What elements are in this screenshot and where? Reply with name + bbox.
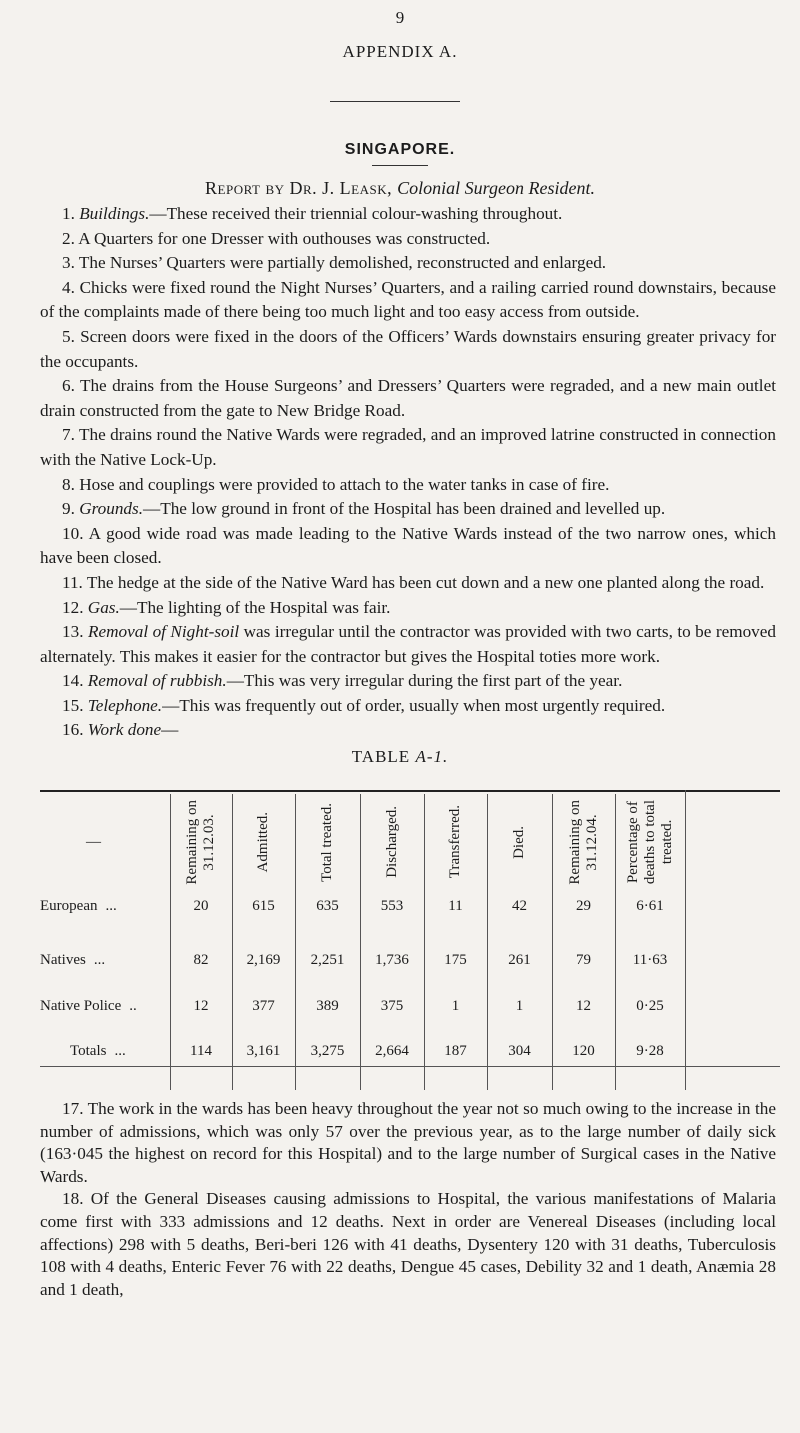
paragraph-5 — [40, 325, 776, 374]
paragraph-heading: Telephone. — [87, 695, 163, 715]
column-header-3 — [295, 796, 360, 888]
row-label-dots: ... — [105, 898, 117, 914]
paragraph-number: 10. — [62, 523, 89, 543]
paragraph-15 — [40, 694, 776, 719]
table-cell: 377 — [252, 998, 275, 1014]
page-number: 9 — [395, 8, 405, 27]
paragraph-text: The hedge at the side of the Native Ward has been cut down and a new one planted along the road. — [86, 572, 765, 592]
row-label-text: European — [40, 898, 98, 914]
paragraph-text: —This was frequently out of order, usually when most urgently required. — [162, 695, 666, 715]
report-byline — [0, 178, 800, 199]
table-title — [0, 747, 800, 767]
paragraph-number: 2. — [62, 228, 79, 248]
table-cell: 6·61 — [636, 898, 664, 914]
paragraph-number: 9. — [62, 499, 80, 519]
table-cell: 114 — [190, 1043, 212, 1059]
paragraph-number: 16. — [62, 720, 88, 740]
table-cell: 12 — [193, 998, 209, 1014]
paragraph-text: —These received their triennial colour-washing throughout. — [149, 204, 563, 223]
column-header-4 — [360, 796, 424, 888]
paragraph-18 — [40, 1188, 776, 1301]
paragraph-4 — [40, 276, 776, 325]
column-header-5 — [424, 796, 487, 888]
table-cell: 304 — [508, 1043, 531, 1059]
heading-rule — [372, 165, 428, 166]
row-label-dots: ... — [114, 1043, 126, 1059]
column-header-text: Transferred. — [447, 805, 463, 879]
row-label-text: Totals — [70, 1043, 107, 1059]
paragraph-number: 4. — [62, 277, 80, 297]
column-header-text: Died. — [511, 825, 527, 859]
table-cell: 9·28 — [636, 1043, 664, 1059]
paragraph-3 — [40, 251, 776, 276]
table-cell: 615 — [252, 898, 275, 914]
admissions-table — [40, 790, 780, 1090]
closing-paragraphs — [40, 1098, 776, 1301]
paragraph-text: Of the General Diseases causing admissions to Hospital, the various manifestations of Malaria come first with 333 admissions and 12 deaths. Next in order are Venereal Diseases (including local affections) 298 with 5 deaths, Beri-beri 126 with 41 deaths, Dysentery 120 with 31 deaths, Tuberculosis 108 with 4 deaths, Enteric Fever 76 with 22 deaths, Dengue 45 cases, Debility 32 and 1 death, Anæmia 28 and 1 death, — [40, 1189, 776, 1299]
table-cell: 11·63 — [632, 952, 668, 968]
table-cell: 187 — [444, 1043, 467, 1059]
column-header-7 — [552, 796, 615, 888]
column-divider — [685, 790, 686, 1090]
paragraph-text: The Nurses’ Quarters were partially demolished, reconstructed and enlarged. — [78, 253, 607, 273]
paragraph-8 — [40, 473, 776, 498]
table-cell: 29 — [576, 898, 591, 914]
table-cell: 2,251 — [310, 952, 345, 968]
row-label-text: Native Police — [40, 998, 122, 1014]
row-label-european — [40, 898, 117, 915]
row-label-dots: .. — [129, 998, 137, 1014]
column-header-2 — [232, 796, 295, 888]
paragraph-16 — [40, 718, 776, 743]
paragraph-11 — [40, 571, 776, 596]
table-cell: 1,736 — [375, 952, 409, 968]
row-label-dots: ... — [93, 952, 106, 968]
paragraph-heading: Grounds. — [79, 499, 144, 519]
table-cell: 3,275 — [310, 1043, 345, 1059]
table-cell: 11 — [448, 898, 463, 914]
paragraph-text: Hose and couplings were provided to attach to the water tanks in case of fire. — [79, 474, 610, 494]
table-title-number: A-1. — [415, 747, 449, 766]
paragraph-number: 5. — [62, 326, 81, 346]
table-cell: 12 — [576, 998, 591, 1014]
row-label-text: Natives — [40, 952, 86, 968]
paragraph-number: 18. — [62, 1189, 91, 1209]
paragraph-17 — [40, 1098, 776, 1188]
appendix-title: APPENDIX A. — [342, 42, 458, 61]
title-rule — [330, 101, 460, 102]
section-heading: SINGAPORE. — [344, 141, 456, 158]
paragraph-12 — [40, 596, 776, 621]
paragraph-number: 8. — [62, 474, 80, 494]
paragraph-heading: Buildings. — [79, 204, 150, 223]
column-header-8 — [615, 796, 685, 888]
table-cell: 261 — [508, 952, 531, 968]
paragraph-number: 1. — [62, 204, 80, 223]
paragraph-text: The drains round the Native Wards were regraded, and an improved latrine constructed in connection with the Native Lock-Up. — [40, 425, 776, 469]
report-title: Colonial Surgeon Resident. — [397, 178, 595, 198]
paragraph-1 — [40, 202, 776, 227]
table-cell: 20 — [193, 898, 209, 914]
column-header-text: Admitted. — [255, 811, 271, 873]
table-cell: 0·25 — [636, 998, 664, 1014]
paragraph-number: 15. — [62, 695, 88, 715]
table-cell: 3,161 — [246, 1043, 281, 1059]
table-cell: 375 — [380, 998, 404, 1014]
report-paragraphs — [40, 202, 776, 743]
paragraph-10 — [40, 522, 776, 571]
paragraph-number: 17. — [62, 1099, 88, 1118]
column-header-text: Total treated. — [319, 802, 335, 882]
paragraph-number: 6. — [62, 376, 80, 396]
paragraph-text: —The lighting of the Hospital was fair. — [119, 597, 391, 617]
paragraph-text: A good wide road was made leading to the Native Wards instead of the two narrow ones, which have been closed. — [40, 523, 776, 568]
paragraph-number: 14. — [62, 671, 88, 691]
paragraph-text: The drains from the House Surgeons’ and Dressers’ Quarters were regraded, and a new main outlet drain constructed from the gate to New Bridge Road. — [40, 376, 776, 420]
row-label-native-police — [40, 998, 137, 1015]
paragraph-heading: Gas. — [87, 597, 120, 617]
paragraph-text: — — [161, 720, 179, 740]
table-cell: 635 — [316, 898, 339, 914]
paragraph-14 — [40, 669, 776, 694]
paragraph-13 — [40, 620, 776, 669]
totals-rule — [40, 1066, 780, 1067]
paragraph-heading: Work done — [87, 720, 162, 740]
column-header-text: Remaining on 31.12.03. — [184, 799, 217, 885]
paragraph-text: was irregular until the contractor was provided with two carts, to be removed alternately. This makes it easier for the contractor but gives the Hospital toties more work. — [40, 622, 777, 666]
table-cell: 389 — [316, 998, 339, 1014]
paragraph-text: Chicks were fixed round the Night Nurses’ Quarters, and a railing carried round downstairs, because of the complaints made of there being too much light and too easy access from outside. — [40, 277, 777, 322]
row-label-totals — [70, 1043, 126, 1060]
paragraph-text: Screen doors were fixed in the doors of the Officers’ Wards downstairs ensuring greater privacy for the occupants. — [40, 326, 777, 371]
table-cell: 1 — [515, 998, 524, 1014]
paragraph-7 — [40, 423, 776, 472]
table-cell: 82 — [193, 952, 209, 968]
table-cell: 79 — [576, 952, 591, 968]
column-header-text: Remaining on 31.12.04. — [566, 799, 600, 885]
paragraph-number: 13. — [62, 622, 88, 642]
table-cell: 120 — [572, 1043, 595, 1059]
paragraph-text: A Quarters for one Dresser with outhouses was constructed. — [78, 228, 491, 248]
paragraph-text: The work in the wards has been heavy throughout the year not so much owing to the increase in the number of admissions, which was only 57 over the previous year, as to the large number of daily sick (163·045 the highest on record for this Hospital) and to the large number of Surgical cases in the Native Wards. — [40, 1099, 776, 1186]
paragraph-number: 12. — [62, 597, 88, 617]
paragraph-number: 11. — [62, 572, 87, 592]
paragraph-heading: Removal of rubbish. — [87, 671, 227, 691]
table-cell: 1 — [451, 998, 460, 1014]
table-cell: 175 — [444, 952, 467, 968]
table-cell: 2,664 — [375, 1043, 409, 1059]
paragraph-9 — [40, 497, 776, 522]
table-corner: — — [86, 834, 101, 850]
column-header-text: Discharged. — [383, 806, 400, 878]
paragraph-text: —This was very irregular during the first part of the year. — [226, 671, 623, 691]
table-cell: 42 — [512, 898, 527, 914]
column-header-text: Percentage of deaths to total treated. — [624, 799, 675, 885]
row-label-natives — [40, 952, 105, 969]
table-top-rule — [40, 790, 780, 792]
column-header-1 — [170, 796, 232, 888]
paragraph-2 — [40, 227, 776, 252]
paragraph-heading: Removal of Night-soil — [87, 622, 240, 642]
column-header-6 — [487, 796, 552, 888]
table-cell: 553 — [380, 898, 404, 914]
table-title-prefix: TABLE — [351, 747, 416, 766]
report-author: Report by Dr. J. Leask, — [205, 178, 398, 198]
paragraph-6 — [40, 374, 776, 423]
table-cell: 2,169 — [246, 952, 281, 968]
paragraph-text: —The low ground in front of the Hospital has been drained and levelled up. — [143, 499, 666, 519]
paragraph-number: 3. — [62, 253, 79, 273]
paragraph-number: 7. — [62, 425, 79, 445]
